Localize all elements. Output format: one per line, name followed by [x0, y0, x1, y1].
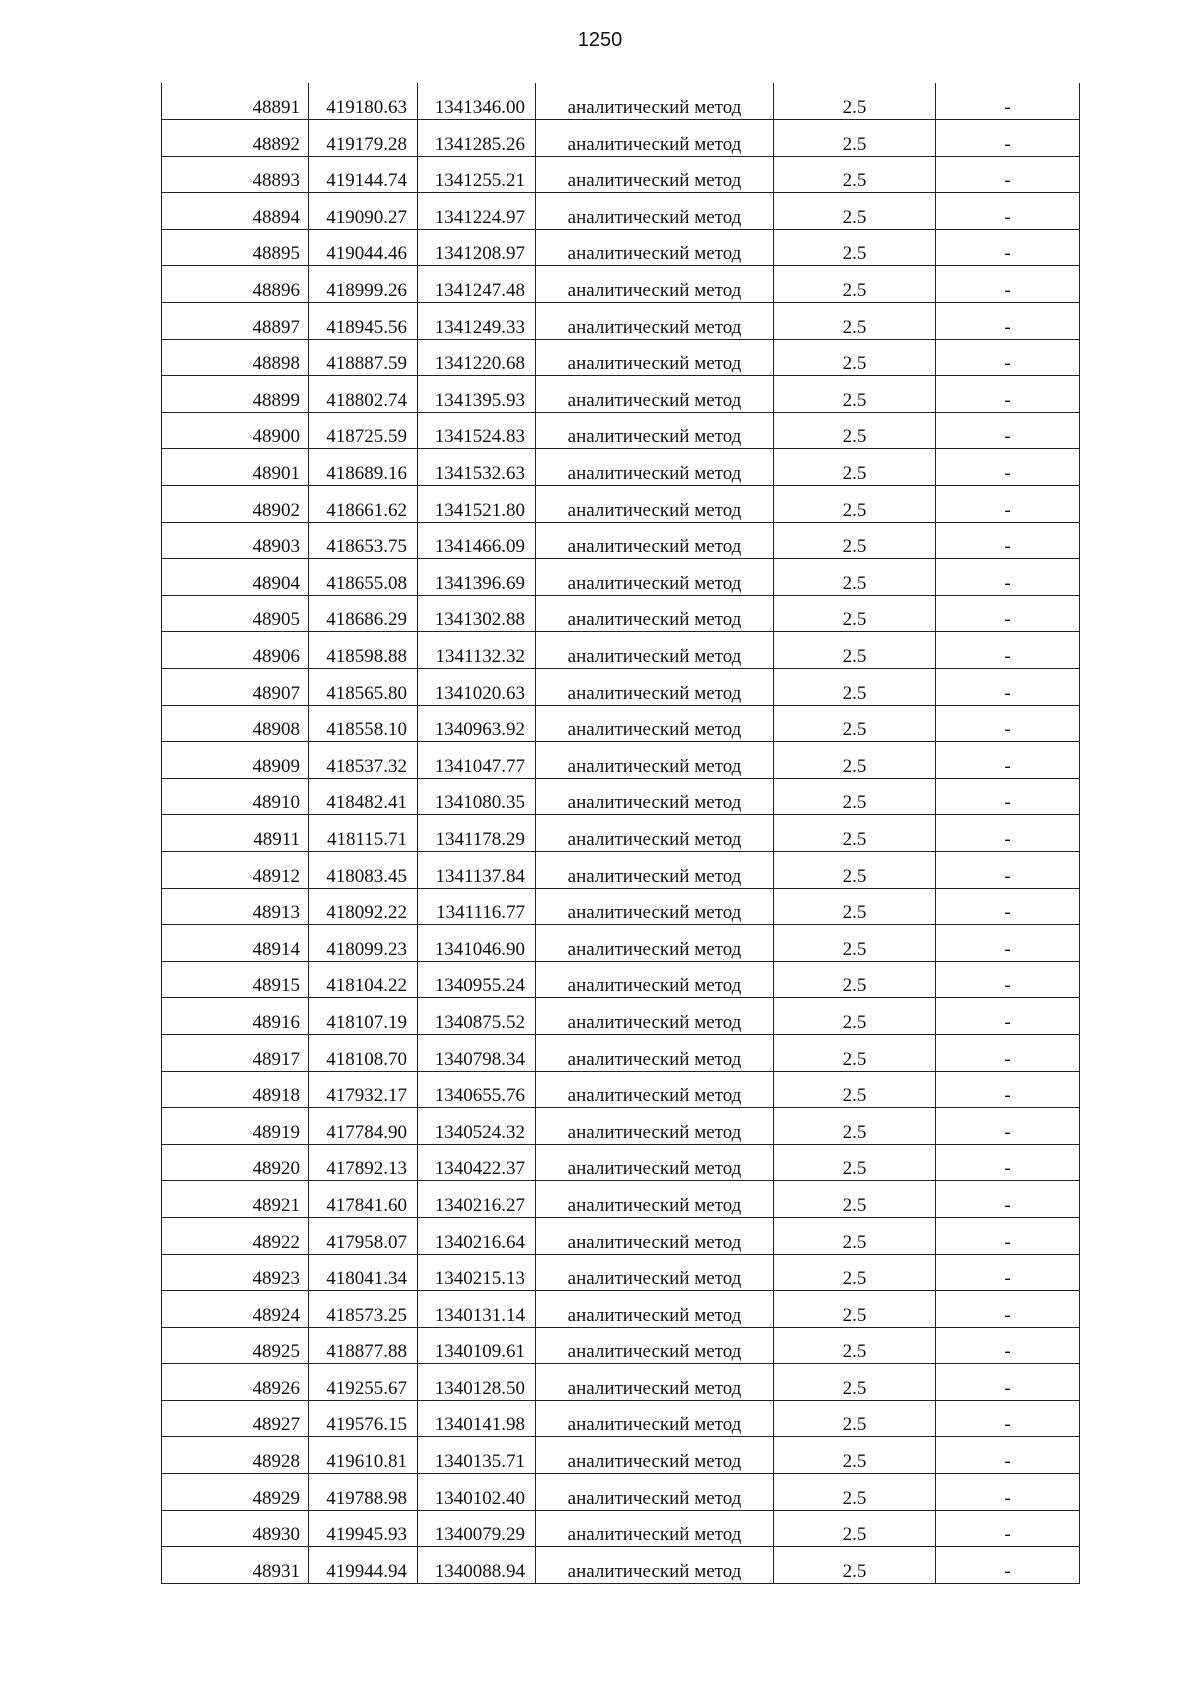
- accuracy-cell: 2.5: [774, 1181, 936, 1218]
- accuracy-cell: 2.5: [774, 815, 936, 852]
- y-coordinate-cell: 1341047.77: [418, 742, 536, 779]
- table-row: [162, 1510, 1080, 1547]
- accuracy-cell: 2.5: [774, 266, 936, 303]
- x-coordinate-cell: 417784.90: [309, 1108, 418, 1145]
- note-cell: -: [936, 1437, 1080, 1474]
- method-cell: аналитический метод: [536, 339, 774, 376]
- note-cell: -: [936, 339, 1080, 376]
- x-coordinate-cell: 418877.88: [309, 1327, 418, 1364]
- note-cell: -: [936, 1108, 1080, 1145]
- note-cell: -: [936, 376, 1080, 413]
- y-coordinate-cell: 1341249.33: [418, 303, 536, 340]
- note-cell: -: [936, 1291, 1080, 1328]
- x-coordinate-cell: 418655.08: [309, 559, 418, 596]
- y-coordinate-cell: 1341132.32: [418, 632, 536, 669]
- point-number-cell: 48931: [162, 1547, 309, 1584]
- point-number-cell: 48909: [162, 742, 309, 779]
- point-number-cell: 48926: [162, 1364, 309, 1401]
- note-cell: -: [936, 229, 1080, 266]
- point-number-cell: 48910: [162, 778, 309, 815]
- method-cell: аналитический метод: [536, 632, 774, 669]
- accuracy-cell: 2.5: [774, 851, 936, 888]
- method-cell: аналитический метод: [536, 522, 774, 559]
- note-cell: -: [936, 120, 1080, 157]
- accuracy-cell: 2.5: [774, 1217, 936, 1254]
- method-cell: аналитический метод: [536, 1071, 774, 1108]
- note-cell: -: [936, 1217, 1080, 1254]
- y-coordinate-cell: 1341466.09: [418, 522, 536, 559]
- table-row: [162, 742, 1080, 779]
- y-coordinate-cell: 1340216.27: [418, 1181, 536, 1218]
- table-row: [162, 376, 1080, 413]
- y-coordinate-cell: 1340131.14: [418, 1291, 536, 1328]
- y-coordinate-cell: 1341178.29: [418, 815, 536, 852]
- y-coordinate-cell: 1341208.97: [418, 229, 536, 266]
- point-number-cell: 48895: [162, 229, 309, 266]
- accuracy-cell: 2.5: [774, 778, 936, 815]
- x-coordinate-cell: 418725.59: [309, 412, 418, 449]
- x-coordinate-cell: 418041.34: [309, 1254, 418, 1291]
- y-coordinate-cell: 1340798.34: [418, 1034, 536, 1071]
- method-cell: аналитический метод: [536, 486, 774, 523]
- table-row: [162, 1437, 1080, 1474]
- x-coordinate-cell: 419255.67: [309, 1364, 418, 1401]
- x-coordinate-cell: 419610.81: [309, 1437, 418, 1474]
- x-coordinate-cell: 418115.71: [309, 815, 418, 852]
- accuracy-cell: 2.5: [774, 1327, 936, 1364]
- note-cell: -: [936, 1364, 1080, 1401]
- accuracy-cell: 2.5: [774, 1400, 936, 1437]
- method-cell: аналитический метод: [536, 669, 774, 706]
- x-coordinate-cell: 418107.19: [309, 998, 418, 1035]
- method-cell: аналитический метод: [536, 412, 774, 449]
- point-number-cell: 48924: [162, 1291, 309, 1328]
- accuracy-cell: 2.5: [774, 303, 936, 340]
- point-number-cell: 48918: [162, 1071, 309, 1108]
- method-cell: аналитический метод: [536, 851, 774, 888]
- method-cell: аналитический метод: [536, 229, 774, 266]
- method-cell: аналитический метод: [536, 1108, 774, 1145]
- table-row: [162, 1400, 1080, 1437]
- y-coordinate-cell: 1340215.13: [418, 1254, 536, 1291]
- method-cell: аналитический метод: [536, 1254, 774, 1291]
- point-number-cell: 48917: [162, 1034, 309, 1071]
- point-number-cell: 48907: [162, 669, 309, 706]
- y-coordinate-cell: 1341255.21: [418, 156, 536, 193]
- x-coordinate-cell: 417958.07: [309, 1217, 418, 1254]
- point-number-cell: 48896: [162, 266, 309, 303]
- y-coordinate-cell: 1341396.69: [418, 559, 536, 596]
- note-cell: -: [936, 1400, 1080, 1437]
- x-coordinate-cell: 418689.16: [309, 449, 418, 486]
- accuracy-cell: 2.5: [774, 412, 936, 449]
- method-cell: аналитический метод: [536, 156, 774, 193]
- x-coordinate-cell: 418083.45: [309, 851, 418, 888]
- point-number-cell: 48906: [162, 632, 309, 669]
- x-coordinate-cell: 418999.26: [309, 266, 418, 303]
- coordinates-table: [161, 83, 1080, 1584]
- point-number-cell: 48922: [162, 1217, 309, 1254]
- accuracy-cell: 2.5: [774, 998, 936, 1035]
- y-coordinate-cell: 1341137.84: [418, 851, 536, 888]
- note-cell: -: [936, 193, 1080, 230]
- accuracy-cell: 2.5: [774, 1364, 936, 1401]
- point-number-cell: 48929: [162, 1474, 309, 1511]
- method-cell: аналитический метод: [536, 1034, 774, 1071]
- method-cell: аналитический метод: [536, 559, 774, 596]
- note-cell: -: [936, 815, 1080, 852]
- table-row: [162, 193, 1080, 230]
- table-row: [162, 229, 1080, 266]
- x-coordinate-cell: 418661.62: [309, 486, 418, 523]
- accuracy-cell: 2.5: [774, 486, 936, 523]
- accuracy-cell: 2.5: [774, 522, 936, 559]
- table-row: [162, 1291, 1080, 1328]
- note-cell: -: [936, 925, 1080, 962]
- table-row: [162, 1254, 1080, 1291]
- note-cell: -: [936, 1181, 1080, 1218]
- point-number-cell: 48901: [162, 449, 309, 486]
- method-cell: аналитический метод: [536, 193, 774, 230]
- table-row: [162, 925, 1080, 962]
- x-coordinate-cell: 418598.88: [309, 632, 418, 669]
- point-number-cell: 48900: [162, 412, 309, 449]
- table-row: [162, 449, 1080, 486]
- note-cell: -: [936, 449, 1080, 486]
- table-row: [162, 888, 1080, 925]
- x-coordinate-cell: 417841.60: [309, 1181, 418, 1218]
- accuracy-cell: 2.5: [774, 1437, 936, 1474]
- note-cell: -: [936, 742, 1080, 779]
- accuracy-cell: 2.5: [774, 339, 936, 376]
- accuracy-cell: 2.5: [774, 1071, 936, 1108]
- accuracy-cell: 2.5: [774, 669, 936, 706]
- note-cell: -: [936, 412, 1080, 449]
- point-number-cell: 48911: [162, 815, 309, 852]
- method-cell: аналитический метод: [536, 778, 774, 815]
- table-row: [162, 961, 1080, 998]
- note-cell: -: [936, 632, 1080, 669]
- point-number-cell: 48891: [162, 83, 309, 120]
- method-cell: аналитический метод: [536, 1510, 774, 1547]
- point-number-cell: 48916: [162, 998, 309, 1035]
- point-number-cell: 48928: [162, 1437, 309, 1474]
- method-cell: аналитический метод: [536, 1181, 774, 1218]
- note-cell: -: [936, 1144, 1080, 1181]
- y-coordinate-cell: 1341521.80: [418, 486, 536, 523]
- note-cell: -: [936, 669, 1080, 706]
- accuracy-cell: 2.5: [774, 705, 936, 742]
- table-row: [162, 156, 1080, 193]
- table-body: [162, 83, 1080, 1583]
- note-cell: -: [936, 486, 1080, 523]
- table-row: [162, 1217, 1080, 1254]
- table-row: [162, 1108, 1080, 1145]
- y-coordinate-cell: 1341524.83: [418, 412, 536, 449]
- accuracy-cell: 2.5: [774, 1108, 936, 1145]
- method-cell: аналитический метод: [536, 1144, 774, 1181]
- table-row: [162, 1071, 1080, 1108]
- point-number-cell: 48919: [162, 1108, 309, 1145]
- point-number-cell: 48908: [162, 705, 309, 742]
- method-cell: аналитический метод: [536, 1291, 774, 1328]
- point-number-cell: 48904: [162, 559, 309, 596]
- accuracy-cell: 2.5: [774, 559, 936, 596]
- method-cell: аналитический метод: [536, 1474, 774, 1511]
- y-coordinate-cell: 1341224.97: [418, 193, 536, 230]
- note-cell: -: [936, 559, 1080, 596]
- x-coordinate-cell: 417932.17: [309, 1071, 418, 1108]
- y-coordinate-cell: 1340128.50: [418, 1364, 536, 1401]
- point-number-cell: 48923: [162, 1254, 309, 1291]
- y-coordinate-cell: 1340102.40: [418, 1474, 536, 1511]
- accuracy-cell: 2.5: [774, 1474, 936, 1511]
- table-row: [162, 998, 1080, 1035]
- method-cell: аналитический метод: [536, 1400, 774, 1437]
- table-row: [162, 559, 1080, 596]
- table-row: [162, 632, 1080, 669]
- table-row: [162, 669, 1080, 706]
- y-coordinate-cell: 1341346.00: [418, 83, 536, 120]
- note-cell: -: [936, 961, 1080, 998]
- x-coordinate-cell: 419179.28: [309, 120, 418, 157]
- x-coordinate-cell: 418573.25: [309, 1291, 418, 1328]
- accuracy-cell: 2.5: [774, 376, 936, 413]
- note-cell: -: [936, 888, 1080, 925]
- note-cell: -: [936, 705, 1080, 742]
- x-coordinate-cell: 418653.75: [309, 522, 418, 559]
- method-cell: аналитический метод: [536, 815, 774, 852]
- note-cell: -: [936, 778, 1080, 815]
- note-cell: -: [936, 1071, 1080, 1108]
- table-row: [162, 778, 1080, 815]
- note-cell: -: [936, 1474, 1080, 1511]
- point-number-cell: 48897: [162, 303, 309, 340]
- method-cell: аналитический метод: [536, 1437, 774, 1474]
- table-row: [162, 486, 1080, 523]
- accuracy-cell: 2.5: [774, 1034, 936, 1071]
- x-coordinate-cell: 418108.70: [309, 1034, 418, 1071]
- method-cell: аналитический метод: [536, 303, 774, 340]
- method-cell: аналитический метод: [536, 83, 774, 120]
- table-row: [162, 120, 1080, 157]
- y-coordinate-cell: 1341247.48: [418, 266, 536, 303]
- note-cell: -: [936, 1034, 1080, 1071]
- table-row: [162, 1547, 1080, 1584]
- y-coordinate-cell: 1340079.29: [418, 1510, 536, 1547]
- method-cell: аналитический метод: [536, 595, 774, 632]
- method-cell: аналитический метод: [536, 449, 774, 486]
- point-number-cell: 48898: [162, 339, 309, 376]
- table-row: [162, 83, 1080, 120]
- point-number-cell: 48912: [162, 851, 309, 888]
- y-coordinate-cell: 1341080.35: [418, 778, 536, 815]
- table-row: [162, 266, 1080, 303]
- x-coordinate-cell: 418092.22: [309, 888, 418, 925]
- table-row: [162, 1327, 1080, 1364]
- x-coordinate-cell: 419944.94: [309, 1547, 418, 1584]
- point-number-cell: 48930: [162, 1510, 309, 1547]
- accuracy-cell: 2.5: [774, 120, 936, 157]
- table-row: [162, 1474, 1080, 1511]
- point-number-cell: 48902: [162, 486, 309, 523]
- accuracy-cell: 2.5: [774, 449, 936, 486]
- point-number-cell: 48894: [162, 193, 309, 230]
- accuracy-cell: 2.5: [774, 632, 936, 669]
- x-coordinate-cell: 419788.98: [309, 1474, 418, 1511]
- x-coordinate-cell: 419945.93: [309, 1510, 418, 1547]
- point-number-cell: 48915: [162, 961, 309, 998]
- table-row: [162, 522, 1080, 559]
- table-row: [162, 851, 1080, 888]
- table-row: [162, 1144, 1080, 1181]
- method-cell: аналитический метод: [536, 705, 774, 742]
- point-number-cell: 48920: [162, 1144, 309, 1181]
- accuracy-cell: 2.5: [774, 742, 936, 779]
- note-cell: -: [936, 595, 1080, 632]
- accuracy-cell: 2.5: [774, 595, 936, 632]
- note-cell: -: [936, 1547, 1080, 1584]
- note-cell: -: [936, 1327, 1080, 1364]
- y-coordinate-cell: 1341116.77: [418, 888, 536, 925]
- x-coordinate-cell: 418887.59: [309, 339, 418, 376]
- y-coordinate-cell: 1341395.93: [418, 376, 536, 413]
- x-coordinate-cell: 418537.32: [309, 742, 418, 779]
- y-coordinate-cell: 1340135.71: [418, 1437, 536, 1474]
- x-coordinate-cell: 419090.27: [309, 193, 418, 230]
- x-coordinate-cell: 418482.41: [309, 778, 418, 815]
- method-cell: аналитический метод: [536, 888, 774, 925]
- accuracy-cell: 2.5: [774, 229, 936, 266]
- accuracy-cell: 2.5: [774, 83, 936, 120]
- x-coordinate-cell: 418104.22: [309, 961, 418, 998]
- x-coordinate-cell: 419044.46: [309, 229, 418, 266]
- page-number: 1250: [577, 29, 623, 51]
- y-coordinate-cell: 1340963.92: [418, 705, 536, 742]
- accuracy-cell: 2.5: [774, 925, 936, 962]
- y-coordinate-cell: 1340141.98: [418, 1400, 536, 1437]
- method-cell: аналитический метод: [536, 1217, 774, 1254]
- note-cell: -: [936, 1254, 1080, 1291]
- note-cell: -: [936, 156, 1080, 193]
- y-coordinate-cell: 1340109.61: [418, 1327, 536, 1364]
- method-cell: аналитический метод: [536, 1327, 774, 1364]
- accuracy-cell: 2.5: [774, 961, 936, 998]
- method-cell: аналитический метод: [536, 925, 774, 962]
- accuracy-cell: 2.5: [774, 156, 936, 193]
- y-coordinate-cell: 1340216.64: [418, 1217, 536, 1254]
- point-number-cell: 48927: [162, 1400, 309, 1437]
- y-coordinate-cell: 1340088.94: [418, 1547, 536, 1584]
- x-coordinate-cell: 417892.13: [309, 1144, 418, 1181]
- x-coordinate-cell: 418558.10: [309, 705, 418, 742]
- table-row: [162, 1034, 1080, 1071]
- x-coordinate-cell: 418099.23: [309, 925, 418, 962]
- note-cell: -: [936, 266, 1080, 303]
- note-cell: -: [936, 522, 1080, 559]
- table-row: [162, 1364, 1080, 1401]
- y-coordinate-cell: 1340422.37: [418, 1144, 536, 1181]
- point-number-cell: 48903: [162, 522, 309, 559]
- method-cell: аналитический метод: [536, 998, 774, 1035]
- x-coordinate-cell: 418686.29: [309, 595, 418, 632]
- x-coordinate-cell: 419144.74: [309, 156, 418, 193]
- table-row: [162, 412, 1080, 449]
- y-coordinate-cell: 1341302.88: [418, 595, 536, 632]
- y-coordinate-cell: 1341046.90: [418, 925, 536, 962]
- point-number-cell: 48893: [162, 156, 309, 193]
- accuracy-cell: 2.5: [774, 193, 936, 230]
- point-number-cell: 48914: [162, 925, 309, 962]
- y-coordinate-cell: 1341220.68: [418, 339, 536, 376]
- method-cell: аналитический метод: [536, 266, 774, 303]
- note-cell: -: [936, 303, 1080, 340]
- x-coordinate-cell: 418945.56: [309, 303, 418, 340]
- method-cell: аналитический метод: [536, 120, 774, 157]
- x-coordinate-cell: 418802.74: [309, 376, 418, 413]
- table-row: [162, 705, 1080, 742]
- note-cell: -: [936, 83, 1080, 120]
- y-coordinate-cell: 1340655.76: [418, 1071, 536, 1108]
- method-cell: аналитический метод: [536, 1547, 774, 1584]
- y-coordinate-cell: 1341532.63: [418, 449, 536, 486]
- x-coordinate-cell: 419180.63: [309, 83, 418, 120]
- point-number-cell: 48905: [162, 595, 309, 632]
- method-cell: аналитический метод: [536, 1364, 774, 1401]
- accuracy-cell: 2.5: [774, 1254, 936, 1291]
- note-cell: -: [936, 1510, 1080, 1547]
- y-coordinate-cell: 1340875.52: [418, 998, 536, 1035]
- accuracy-cell: 2.5: [774, 888, 936, 925]
- accuracy-cell: 2.5: [774, 1510, 936, 1547]
- y-coordinate-cell: 1341020.63: [418, 669, 536, 706]
- table-row: [162, 595, 1080, 632]
- table-row: [162, 339, 1080, 376]
- table-row: [162, 303, 1080, 340]
- method-cell: аналитический метод: [536, 376, 774, 413]
- table-row: [162, 815, 1080, 852]
- accuracy-cell: 2.5: [774, 1144, 936, 1181]
- method-cell: аналитический метод: [536, 742, 774, 779]
- x-coordinate-cell: 419576.15: [309, 1400, 418, 1437]
- y-coordinate-cell: 1341285.26: [418, 120, 536, 157]
- y-coordinate-cell: 1340524.32: [418, 1108, 536, 1145]
- y-coordinate-cell: 1340955.24: [418, 961, 536, 998]
- note-cell: -: [936, 851, 1080, 888]
- x-coordinate-cell: 418565.80: [309, 669, 418, 706]
- table-row: [162, 1181, 1080, 1218]
- point-number-cell: 48921: [162, 1181, 309, 1218]
- point-number-cell: 48892: [162, 120, 309, 157]
- method-cell: аналитический метод: [536, 961, 774, 998]
- accuracy-cell: 2.5: [774, 1547, 936, 1584]
- accuracy-cell: 2.5: [774, 1291, 936, 1328]
- note-cell: -: [936, 998, 1080, 1035]
- point-number-cell: 48899: [162, 376, 309, 413]
- point-number-cell: 48925: [162, 1327, 309, 1364]
- point-number-cell: 48913: [162, 888, 309, 925]
